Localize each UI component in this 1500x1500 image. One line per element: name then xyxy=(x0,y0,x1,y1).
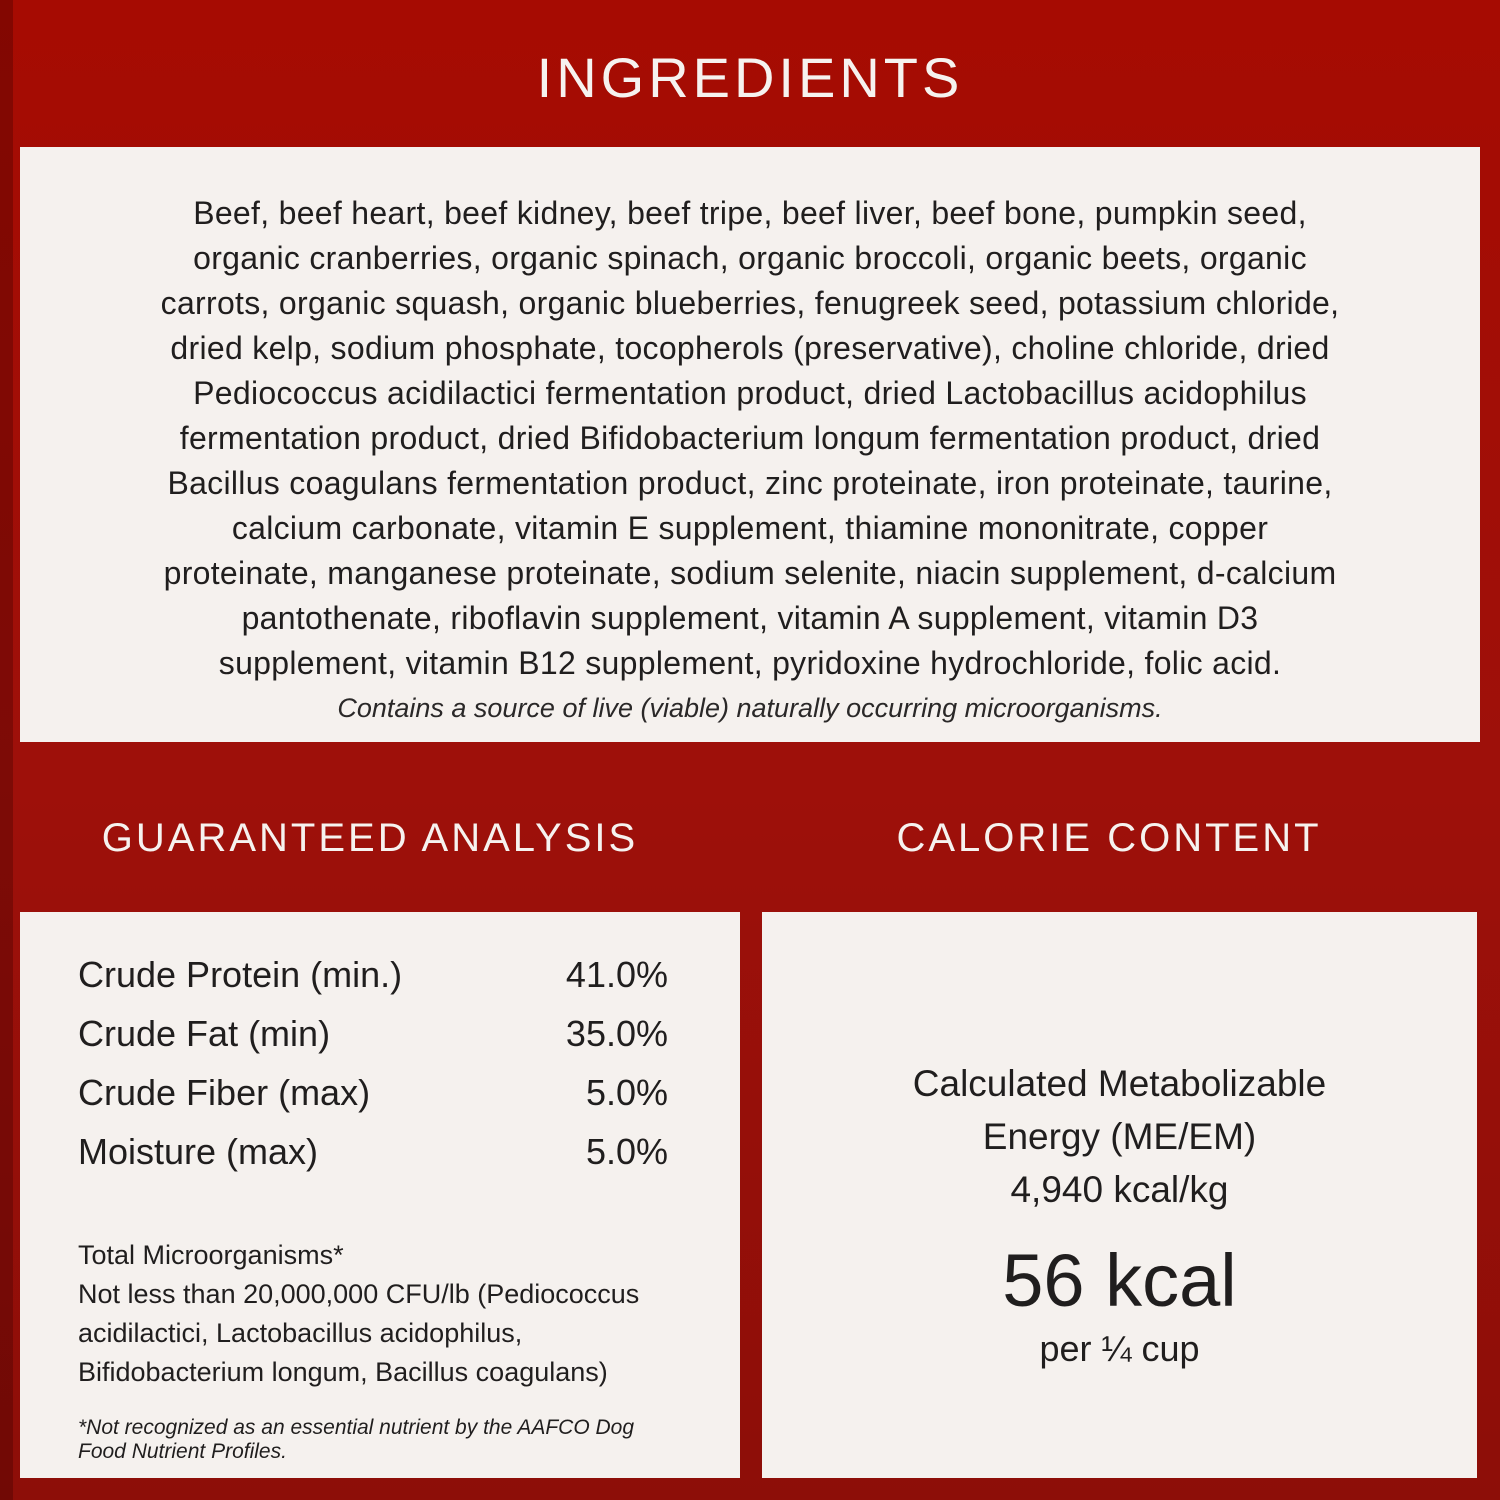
section-headings-band xyxy=(0,818,1500,858)
total-microorganisms-block xyxy=(78,1236,668,1392)
left-edge-shade xyxy=(0,0,13,1500)
table-row xyxy=(78,1013,668,1072)
kcal-value: 56 kcal xyxy=(1002,1239,1237,1322)
micro-line: acidilactici, Lactobacillus acidophilus, xyxy=(78,1318,523,1348)
nutrient-value: 5.0% xyxy=(585,1072,668,1113)
micro-line: Total Microorganisms* xyxy=(78,1240,344,1270)
nutrient-value: 5.0% xyxy=(585,1131,668,1172)
ingredients-heading: INGREDIENTS xyxy=(536,46,964,109)
energy-line: Energy (ME/EM) xyxy=(982,1116,1257,1157)
nutrient-value: 35.0% xyxy=(565,1013,668,1054)
guaranteed-analysis-heading: GUARANTEED ANALYSIS xyxy=(101,816,639,860)
ingredients-line: Bacillus coagulans fermentation product, zinc proteinate, iron proteinate, taurine, xyxy=(167,465,1333,501)
nutrient-label: Crude Fiber (max) xyxy=(78,1072,371,1113)
ingredients-line: fermentation product, dried Bifidobacterium longum fermentation product, dried xyxy=(179,420,1321,456)
nutrient-label: Crude Fat (min) xyxy=(78,1013,331,1054)
kcal-serving-unit: per ¼ cup xyxy=(1039,1328,1200,1369)
nutrient-label: Crude Protein (min.) xyxy=(78,954,403,995)
ingredients-line: supplement, vitamin B12 supplement, pyridoxine hydrochloride, folic acid. xyxy=(218,645,1282,681)
table-row xyxy=(78,1131,668,1190)
ingredients-line: dried kelp, sodium phosphate, tocopherols (preservative), choline chloride, dried xyxy=(170,330,1330,366)
nutrient-label: Moisture (max) xyxy=(78,1131,319,1172)
ingredients-line: calcium carbonate, vitamin E supplement, thiamine mononitrate, copper xyxy=(231,510,1269,546)
guaranteed-analysis-panel xyxy=(20,912,740,1478)
aafco-footnote: *Not recognized as an essential nutrient by the AAFCO Dog Food Nutrient Profiles. xyxy=(78,1416,635,1463)
micro-line: Not less than 20,000,000 CFU/lb (Pediococcus xyxy=(78,1279,640,1309)
ingredients-line: Beef, beef heart, beef kidney, beef tripe, beef liver, beef bone, pumpkin seed, xyxy=(193,195,1307,231)
table-row xyxy=(78,1072,668,1131)
ingredients-line: proteinate, manganese proteinate, sodium selenite, niacin supplement, d-calcium xyxy=(163,555,1337,591)
micro-line: Bifidobacterium longum, Bacillus coagulans) xyxy=(78,1357,608,1387)
nutrient-value: 41.0% xyxy=(565,954,668,995)
calorie-content-panel xyxy=(762,912,1477,1478)
ingredients-line: carrots, organic squash, organic blueberries, fenugreek seed, potassium chloride, xyxy=(160,285,1340,321)
calorie-content-heading: CALORIE CONTENT xyxy=(896,816,1322,860)
energy-line: Calculated Metabolizable xyxy=(912,1063,1327,1104)
ingredients-line: Pediococcus acidilactici fermentation product, dried Lactobacillus acidophilus xyxy=(193,375,1307,411)
ingredients-line: pantothenate, riboflavin supplement, vitamin A supplement, vitamin D3 xyxy=(241,600,1259,636)
energy-line: 4,940 kcal/kg xyxy=(1010,1169,1229,1210)
ingredients-line: organic cranberries, organic spinach, organic broccoli, organic beets, organic xyxy=(193,240,1307,276)
ingredients-panel xyxy=(20,147,1480,742)
table-row xyxy=(78,954,668,1013)
microorganisms-note: Contains a source of live (viable) naturally occurring microorganisms. xyxy=(337,693,1163,723)
